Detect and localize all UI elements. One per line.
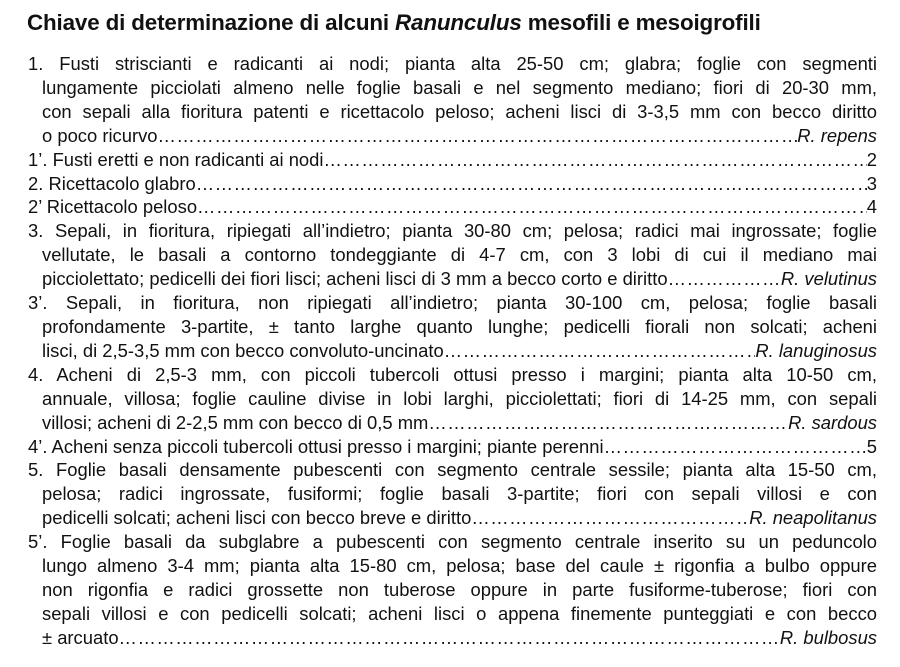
title-genus: Ranunculus bbox=[395, 10, 522, 35]
key-line: non rigonfia e radici grossette non tuberose oppure in parte fusiforme-tuberose; fiori con bbox=[42, 578, 877, 600]
key-line: 3’. Sepali, in fioritura, non ripiegati all’indietro; pianta 30-100 cm, pelosa; foglie basali bbox=[28, 292, 877, 314]
entry-number: 1. bbox=[28, 53, 44, 74]
key-entry-3 bbox=[28, 219, 877, 291]
key-line: pelosa; radici ingrossate, fusiformi; foglie basali 3-partite; fiori con sepali villosi e con bbox=[42, 483, 877, 505]
key-entry-4-prime: 4’. Acheni senza piccoli tubercoli ottusi presso i margini; piante perenni …………………………………………………………………………………………………………………………………………………………………… 5 bbox=[28, 435, 877, 459]
key-entry-2-prime: 2’ Ricettacolo peloso …………………………………………………………………………………………………………………………………………………………………… 4 bbox=[28, 195, 877, 219]
taxon-result: R. neapolitanus bbox=[749, 507, 877, 529]
leader-dots bbox=[323, 148, 866, 172]
key-line: 5. Foglie basali densamente pubescenti con segmento centrale sessile; pianta alta 15-50 cm, bbox=[28, 459, 877, 481]
entry-number: 3. bbox=[28, 220, 44, 242]
goto-step: 4 bbox=[866, 196, 877, 218]
title-text-1: Chiave di determinazione di alcuni bbox=[27, 10, 396, 35]
leader-dots bbox=[604, 435, 867, 459]
key-lead-line: ± arcuato …………………………………………………………………………………………………………………………………………………………………… R. bulbosus bbox=[28, 626, 877, 650]
key-entry-5 bbox=[28, 458, 877, 530]
taxon-result: R. repens bbox=[797, 124, 877, 146]
taxon-result: R. bulbosus bbox=[779, 626, 877, 648]
key-lead-line: picciolettato; pedicelli dei fiori lisci; acheni lisci di 3 mm a becco corto e diritto …………………………………………………………………………………………………………………………………………………………………… R. velutinus bbox=[28, 267, 877, 291]
entry-number: 5’. bbox=[28, 531, 48, 553]
leader-dots bbox=[197, 195, 867, 219]
key-line: lungamente picciolati almeno nelle foglie basali e nel segmento mediano; fiori di 20-30 mm, bbox=[42, 76, 877, 98]
page-title bbox=[27, 8, 887, 38]
key-lead-line: o poco ricurvo …………………………………………………………………………………………………………………………………………………………………… R. repens bbox=[28, 124, 877, 148]
key-entry-5-prime bbox=[28, 530, 877, 650]
entry-number: 5. bbox=[28, 459, 44, 481]
goto-step: 2 bbox=[866, 148, 877, 170]
entry-number: 3’. bbox=[28, 292, 48, 314]
leader-dots bbox=[196, 172, 867, 196]
taxon-result: R. velutinus bbox=[780, 268, 877, 290]
key-entry-1-prime: 1’. Fusti eretti e non radicanti ai nodi …………………………………………………………………………………………………………………………………………………………………… 2 bbox=[28, 148, 877, 172]
key-line: sepali villosi e con pedicelli solcati; acheni lisci o appena finemente punteggiati e con becco bbox=[42, 602, 877, 624]
entry-number: 4. bbox=[28, 363, 44, 385]
title-text-2: mesofili e mesoigrofili bbox=[521, 10, 761, 35]
entry-number: 1’. bbox=[28, 148, 48, 170]
key-line: profondamente 3-partite, ± tanto larghe quanto lunghe; pedicelli fiorali non solcati; acheni bbox=[42, 315, 877, 337]
key-line: vellutate, le basali a contorno tondeggiante di 4-7 cm, con 3 lobi di cui il mediano mai bbox=[42, 244, 877, 266]
key-entry-2: 2. Ricettacolo glabro …………………………………………………………………………………………………………………………………………………………………… 3 bbox=[28, 172, 877, 196]
entry-number: 2. bbox=[28, 172, 44, 194]
key-entry-1 bbox=[28, 52, 877, 148]
entry-number: 4’. bbox=[28, 435, 48, 457]
taxon-result: R. sardous bbox=[788, 411, 877, 433]
leader-dots bbox=[428, 411, 788, 435]
goto-step: 3 bbox=[866, 172, 877, 194]
key-line: lungo almeno 3-4 mm; pianta alta 15-80 cm, pelosa; base del caule ± rigonfia a bulbo oppure bbox=[42, 555, 877, 577]
key-lead-line: pedicelli solcati; acheni lisci con becco breve e diritto …………………………………………………………………………………………………………………………………………………………………… R. neapolitanus bbox=[28, 506, 877, 530]
key-line: annuale, villosa; foglie cauline divise in lobi larghi, picciolettati; fiori di 14-25 mm, con sepali bbox=[42, 387, 877, 409]
leader-dots bbox=[119, 626, 780, 650]
determination-key bbox=[28, 52, 877, 650]
key-lead-line: lisci, di 2,5-3,5 mm con becco convoluto-uncinato …………………………………………………………………………………………………………………………………………………………………… R. lanuginosus bbox=[28, 339, 877, 363]
key-entry-4 bbox=[28, 363, 877, 435]
leader-dots bbox=[158, 124, 798, 148]
key-line: 5’. Foglie basali da subglabre a pubescenti con segmento centrale inserito su un peduncolo bbox=[28, 531, 877, 553]
key-lead-line: villosi; acheni di 2-2,5 mm con becco di 0,5 mm …………………………………………………………………………………………………………………………………………………………………… R. sardous bbox=[28, 411, 877, 435]
key-line: 4. Acheni di 2,5-3 mm, con piccoli tubercoli ottusi presso i margini; pianta alta 10-50 cm, bbox=[28, 363, 877, 385]
leader-dots bbox=[471, 506, 749, 530]
key-line: 3. Sepali, in fioritura, ripiegati all’indietro; pianta 30-80 cm; pelosa; radici mai ingrossate; foglie bbox=[28, 220, 877, 242]
taxon-result: R. lanuginosus bbox=[755, 339, 877, 361]
key-entry-3-prime bbox=[28, 291, 877, 363]
leader-dots bbox=[668, 267, 781, 291]
leader-dots bbox=[444, 339, 756, 363]
entry-number: 2’ bbox=[28, 196, 42, 218]
key-line: con sepali alla fioritura patenti e ricettacolo peloso; acheni lisci di 3-3,5 mm con becco diritto bbox=[42, 100, 877, 122]
goto-step: 5 bbox=[866, 435, 877, 457]
key-line: 1. Fusti striscianti e radicanti ai nodi; pianta alta 25-50 cm; glabra; foglie con segmenti bbox=[28, 53, 877, 74]
